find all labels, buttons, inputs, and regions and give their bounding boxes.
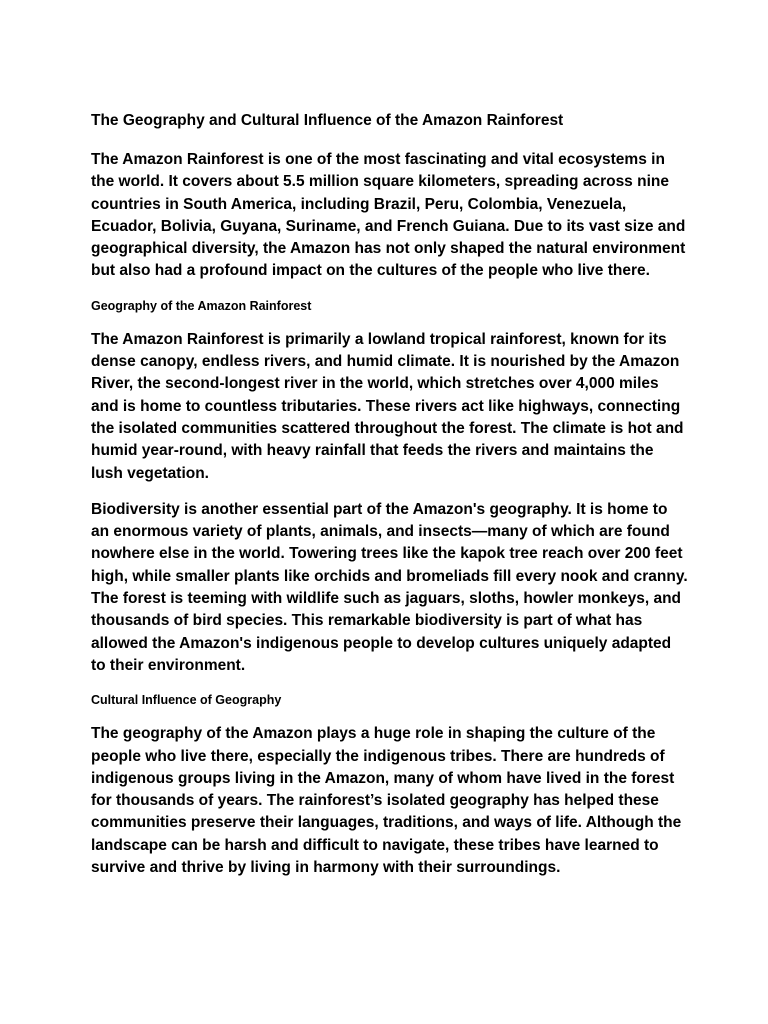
section-heading-geography: Geography of the Amazon Rainforest: [91, 298, 312, 313]
section-heading-cultural-influence: Cultural Influence of Geography: [91, 693, 282, 708]
document-title: The Geography and Cultural Influence of the Amazon Rainforest: [91, 112, 564, 129]
geography-paragraph-2: Biodiversity is another essential part of the Amazon's geography. It is home to an enormous variety of plants, animals, and insects—many of which are found nowhere else in the world. Towering trees like the kapok tree reach over 200 feet high, while smaller plants like orchids and bromeliads fill every nook and cranny. The forest is teeming with wildlife such as jaguars, sloths, howler monkeys, and thousands of bird species. This remarkable biodiversity is part of what has allowed the Amazon's indigenous people to develop cultures uniquely adapted to their environment.: [91, 500, 688, 674]
geography-paragraph-1: The Amazon Rainforest is primarily a lowland tropical rainforest, known for its dense canopy, endless rivers, and humid climate. It is nourished by the Amazon River, the second-longest river in the world, which stretches over 4,000 miles and is home to countless tributaries. These rivers act like highways, connecting the isolated communities scattered throughout the forest. The climate is hot and humid year-round, with heavy rainfall that feeds the rivers and maintains the lush vegetation.: [91, 330, 684, 482]
intro-paragraph: The Amazon Rainforest is one of the most fascinating and vital ecosystems in the world. It covers about 5.5 million square kilometers, spreading across nine countries in South America, including Brazil, Peru, Colombia, Venezuela, Ecuador, Bolivia, Guyana, Suriname, and French Guiana. Due to its vast size and geographical diversity, the Amazon has not only shaped the natural environment but also had a profound impact on the cultures of the people who live there.: [91, 151, 686, 280]
cultural-paragraph-1: The geography of the Amazon plays a huge role in shaping the culture of the people who live there, especially the indigenous tribes. There are hundreds of indigenous groups living in the Amazon, many of whom have lived in the forest for thousands of years. The rainforest’s isolated geography has helped these communities preserve their languages, traditions, and ways of life. Although the landscape can be harsh and difficult to navigate, these tribes have learned to survive and thrive by living in harmony with their surroundings.: [91, 725, 682, 877]
